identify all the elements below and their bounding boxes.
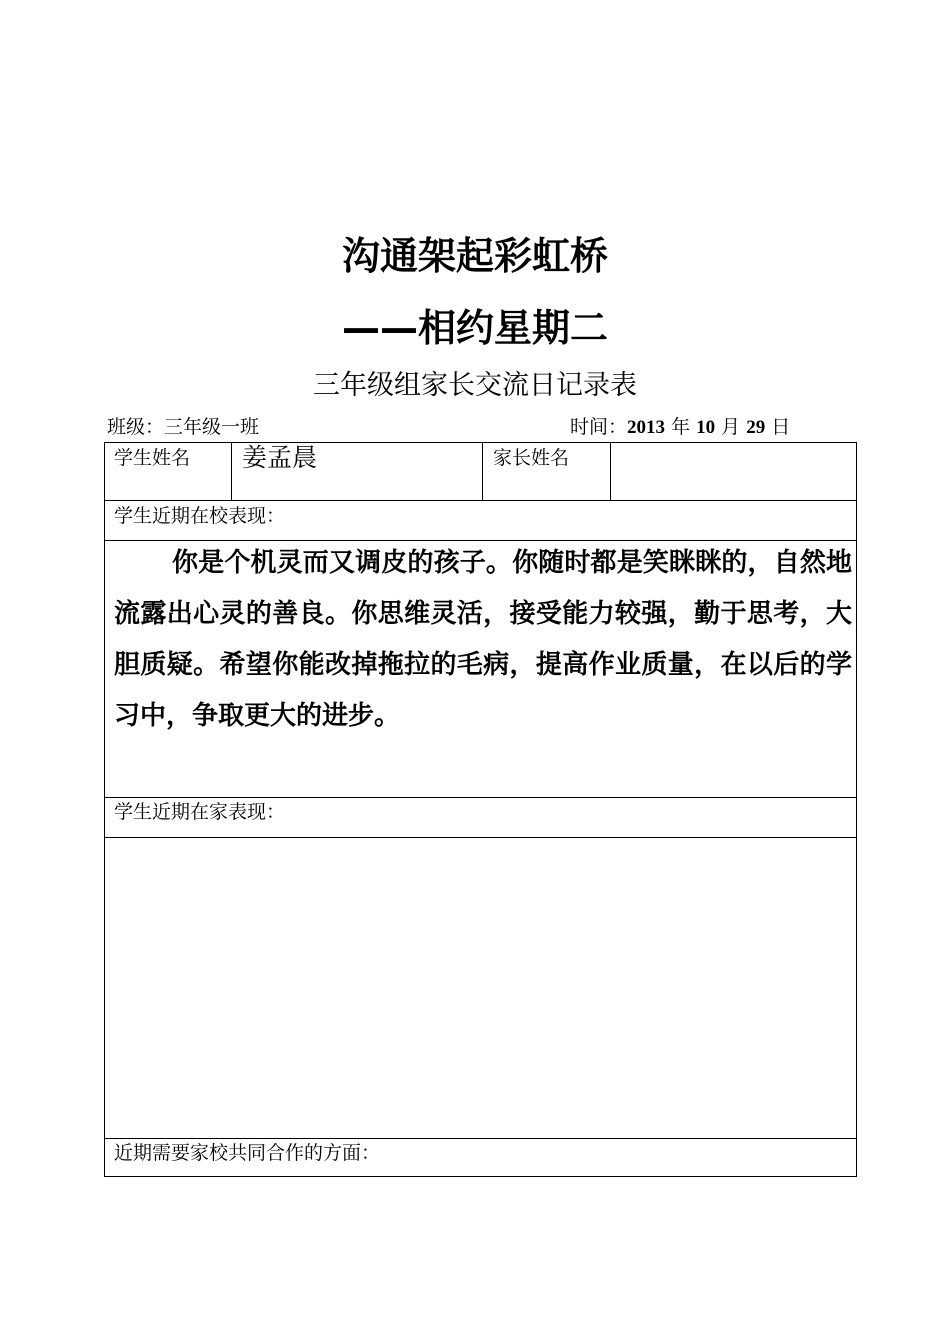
date-day: 29	[746, 417, 766, 438]
table-border-left	[104, 442, 105, 1177]
page-subtitle: ——相约星期二	[341, 306, 608, 350]
table-divider	[104, 837, 857, 838]
record-form	[104, 442, 857, 1177]
parent-name-field[interactable]	[620, 444, 848, 496]
student-name-field[interactable]: 姜孟晨	[242, 443, 318, 472]
cooperation-label: 近期需要家校共同合作的方面：	[114, 1142, 381, 1164]
home-performance-label: 学生近期在家表现：	[114, 801, 286, 823]
table-border-bottom	[104, 1176, 857, 1177]
table-divider	[482, 442, 483, 500]
table-border-right	[856, 442, 857, 1177]
form-title: 三年级组家长交流日记录表	[313, 370, 637, 401]
date-month: 10	[696, 417, 716, 438]
school-performance-text: 你是个机灵而又调皮的孩子。你随时都是笑眯眯的，自然地流露出心灵的善良。你思维灵活，接受能力较强，勤于思考，大胆质疑。希望你能改掉拖拉的毛病，提高作业质量，在以后的学习中，争取更大的进步。	[114, 548, 852, 731]
parent-name-label: 家长姓名	[493, 447, 570, 469]
school-performance-label: 学生近期在校表现：	[114, 505, 286, 527]
table-divider	[104, 500, 857, 501]
date-label	[570, 412, 790, 443]
date-month-unit: 月	[721, 416, 741, 438]
date-day-unit: 日	[771, 416, 791, 438]
home-performance-field[interactable]	[114, 846, 847, 1132]
date-prefix: 时间：	[570, 416, 628, 438]
table-border-top	[104, 442, 857, 443]
date-year-unit: 年	[671, 416, 691, 438]
date-year: 2013	[627, 417, 666, 438]
table-divider	[231, 442, 232, 500]
page-title: 沟通架起彩虹桥	[341, 234, 608, 278]
table-divider	[610, 442, 611, 500]
student-name-label: 学生姓名	[114, 447, 191, 469]
class-label: 班级：三年级一班	[107, 416, 260, 438]
